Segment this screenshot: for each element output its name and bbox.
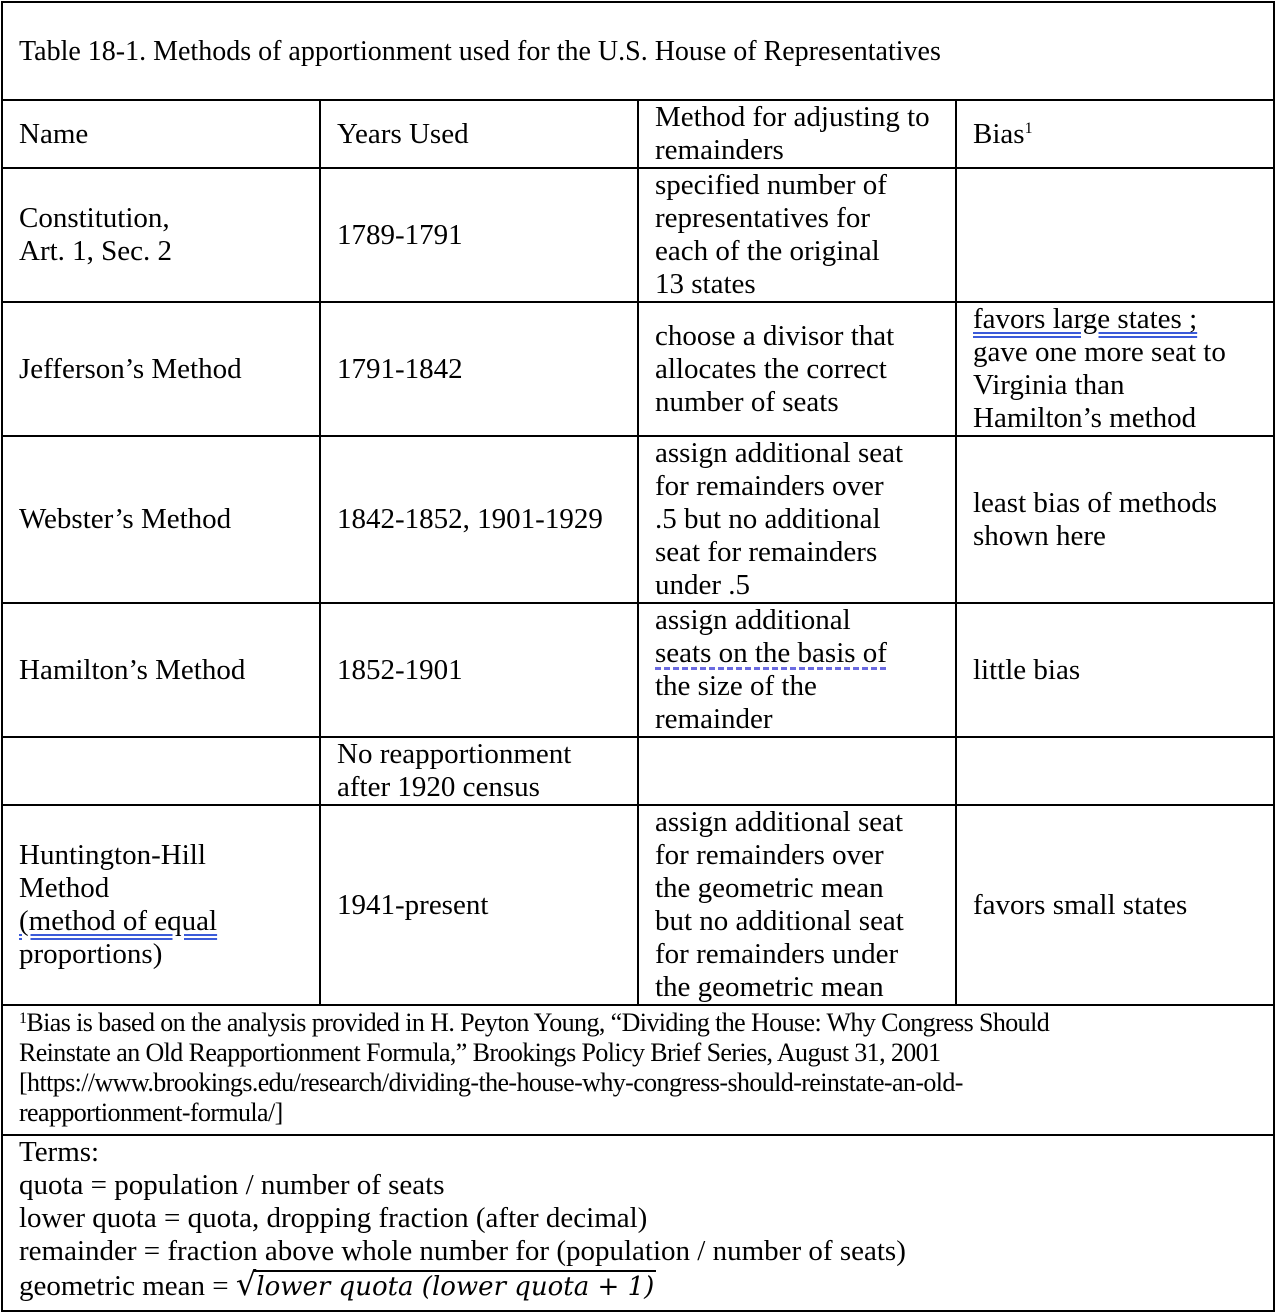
geometric-mean-label: geometric mean = [19, 1270, 229, 1302]
footnote-line: reapportionment-formula/] [19, 1098, 283, 1127]
cell-line: (method of equal [19, 905, 218, 937]
cell-line: assign additional [655, 604, 851, 636]
row-name-cell: Hamilton’s Method [2, 603, 320, 737]
row-method-cell [638, 805, 956, 1005]
cell-line: under .5 [655, 569, 751, 601]
cell-line: the geometric mean [655, 971, 884, 1003]
cell-line: gave one more seat to [973, 336, 1226, 368]
row-name-cell [2, 168, 320, 302]
cell-line: least bias of methods [973, 486, 1218, 519]
header-name: Name [2, 100, 320, 168]
terms-section [2, 1135, 1274, 1311]
table-row [2, 805, 1274, 1005]
row-bias-cell [956, 168, 1274, 302]
table-row [2, 302, 1274, 436]
row-bias-cell [956, 302, 1274, 436]
row-method-cell [638, 737, 956, 805]
cell-line: allocates the correct [655, 352, 887, 385]
cell-line: number of seats [655, 385, 839, 418]
cell-line: Method [19, 872, 110, 904]
term-line: lower quota = quota, dropping fraction (after decimal) [19, 1202, 648, 1234]
table-row [2, 168, 1274, 302]
footnote [2, 1005, 1274, 1135]
row-method-cell [638, 603, 956, 737]
footnote-line: Bias is based on the analysis provided in H. Peyton Young, “Dividing the House: Why Congress Should [26, 1008, 1050, 1037]
footnote-marker: 1 [1024, 119, 1033, 137]
term-line: remainder = fraction above whole number for (population / number of seats) [19, 1235, 906, 1267]
row-years-cell: 1852-1901 [320, 603, 638, 737]
row-bias-cell: favors small states [956, 805, 1274, 1005]
row-method-cell [638, 302, 956, 436]
geometric-mean-formula: lower quota (lower quota + 1) [256, 1272, 655, 1302]
cell-line: remainder [655, 703, 773, 735]
row-method-cell [638, 168, 956, 302]
apportionment-table [1, 1, 1275, 1312]
header-method: Method for adjusting to remainders [638, 100, 956, 168]
header-bias-label: Bias [973, 117, 1025, 150]
cell-line: Art. 1, Sec. 2 [19, 235, 173, 267]
row-method-cell [638, 436, 956, 603]
cell-line: specified number of [655, 169, 887, 201]
cell-line: but no additional seat [655, 905, 904, 937]
row-years-cell: 1941-present [320, 805, 638, 1005]
row-years-cell: 1842-1852, 1901-1929 [320, 436, 638, 603]
cell-line: assign additional seat [655, 806, 904, 838]
cell-line: assign additional seat [655, 437, 904, 469]
header-bias [956, 100, 1274, 168]
cell-line: each of the original [655, 235, 880, 267]
cell-line: Constitution, [19, 202, 170, 234]
row-name-cell: Jefferson’s Method [2, 302, 320, 436]
cell-line: shown here [973, 519, 1106, 552]
footnote-number: 1 [19, 1010, 27, 1027]
table-title: Table 18-1. Methods of apportionment used for the U.S. House of Representatives [2, 2, 1274, 100]
cell-line: Huntington-Hill [19, 839, 206, 871]
cell-line: Hamilton’s method [973, 402, 1197, 434]
cell-line: 13 states [655, 268, 756, 300]
footnote-line: [https://www.brookings.edu/research/dividing-the-house-why-congress-should-reinstate-an-old- [19, 1068, 963, 1097]
cell-line: for remainders over [655, 839, 884, 871]
terms-heading: Terms: [19, 1136, 100, 1168]
cell-line: for remainders over [655, 470, 884, 502]
cell-line: .5 but no additional [655, 503, 881, 535]
row-name-cell [2, 805, 320, 1005]
row-years-cell: No reapportionment after 1920 census [320, 737, 638, 805]
cell-line: representatives for [655, 202, 870, 234]
row-bias-cell [956, 436, 1274, 603]
row-bias-cell: little bias [956, 603, 1274, 737]
term-line: quota = population / number of seats [19, 1169, 445, 1201]
cell-line: choose a divisor that [655, 319, 895, 352]
cell-line: proportions) [19, 938, 163, 970]
cell-line: favors large states ; [973, 303, 1198, 335]
table-row [2, 603, 1274, 737]
row-years-cell: 1789-1791 [320, 168, 638, 302]
cell-line: seats on the basis of [655, 637, 887, 669]
table-row [2, 436, 1274, 603]
square-root-icon: √ [235, 1265, 257, 1303]
cell-line: seat for remainders [655, 536, 878, 568]
cell-line: the geometric mean [655, 872, 884, 904]
cell-line: for remainders under [655, 938, 899, 970]
row-bias-cell [956, 737, 1274, 805]
table-row [2, 737, 1274, 805]
row-years-cell: 1791-1842 [320, 302, 638, 436]
header-years: Years Used [320, 100, 638, 168]
row-name-cell [2, 737, 320, 805]
cell-line: Virginia than [973, 369, 1125, 401]
cell-line: the size of the [655, 670, 817, 702]
footnote-line: Reinstate an Old Reapportionment Formula,” Brookings Policy Brief Series, August 31, 2001 [19, 1038, 941, 1067]
row-name-cell: Webster’s Method [2, 436, 320, 603]
